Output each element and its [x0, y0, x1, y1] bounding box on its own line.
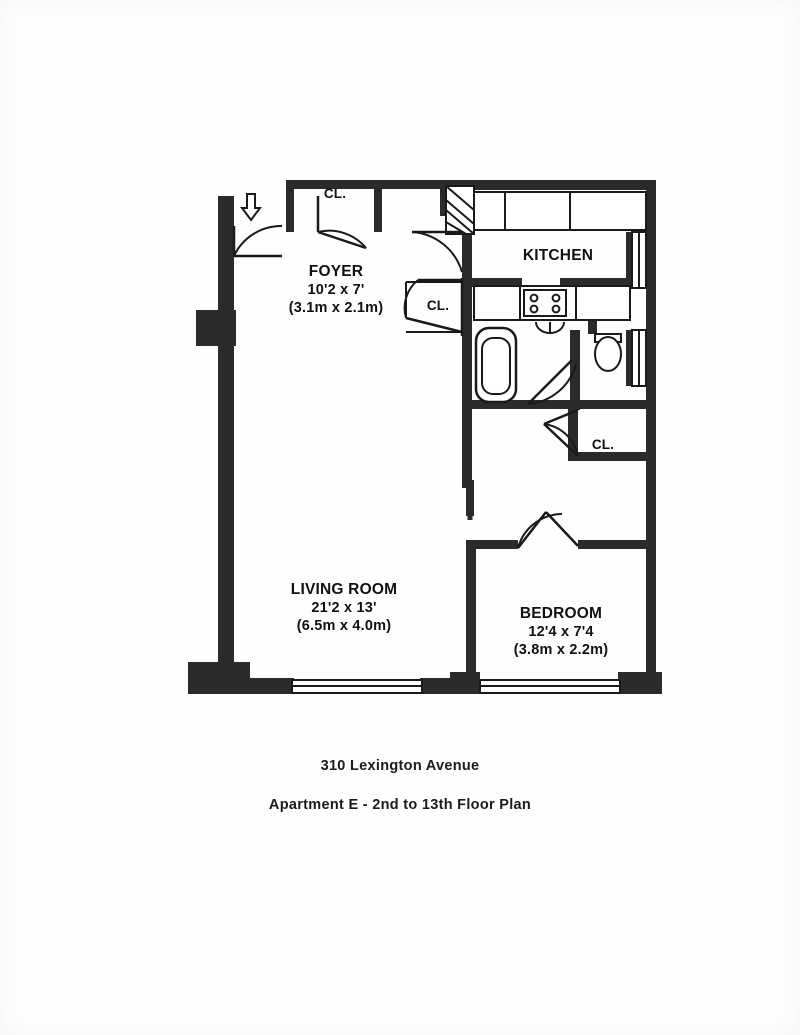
kitchen-sink: [536, 322, 564, 333]
closet-label-foyer-east: CL.: [426, 298, 450, 313]
room-name-kitchen: KITCHEN: [522, 247, 594, 264]
room-label-bedroom: [468, 605, 654, 659]
closet-label-bedroom: CL.: [591, 437, 615, 452]
room-name-bedroom: BEDROOM: [519, 605, 603, 622]
room-dim-living-metric: (6.5m x 4.0m): [296, 617, 392, 634]
entry-direction-arrow: [242, 194, 260, 220]
door-bathroom: [528, 360, 576, 404]
room-dim-living-imperial: 21'2 x 13': [311, 599, 377, 616]
bathtub: [476, 328, 516, 402]
appliance-hatch: [446, 186, 474, 234]
closet-label-foyer-north: CL.: [323, 186, 347, 201]
plan-subtitle: Apartment E - 2nd to 13th Floor Plan: [268, 797, 532, 813]
room-label-living-room: [238, 581, 450, 635]
room-name-living-room: LIVING ROOM: [290, 581, 398, 598]
toilet: [595, 334, 621, 371]
stove: [524, 290, 566, 316]
door-closet-foyer-north: [318, 196, 366, 248]
room-label-kitchen: [478, 247, 638, 266]
door-entry: [234, 226, 282, 256]
room-dim-foyer-imperial: 10'2 x 7': [307, 281, 365, 298]
room-name-foyer: FOYER: [308, 263, 364, 280]
room-dim-bedroom-metric: (3.8m x 2.2m): [513, 641, 609, 658]
plan-title: 310 Lexington Avenue: [320, 758, 480, 774]
door-bedroom: [518, 512, 578, 548]
room-label-foyer: [246, 263, 426, 317]
room-dim-bedroom-imperial: 12'4 x 7'4: [528, 623, 594, 640]
room-dim-foyer-metric: (3.1m x 2.1m): [288, 299, 384, 316]
